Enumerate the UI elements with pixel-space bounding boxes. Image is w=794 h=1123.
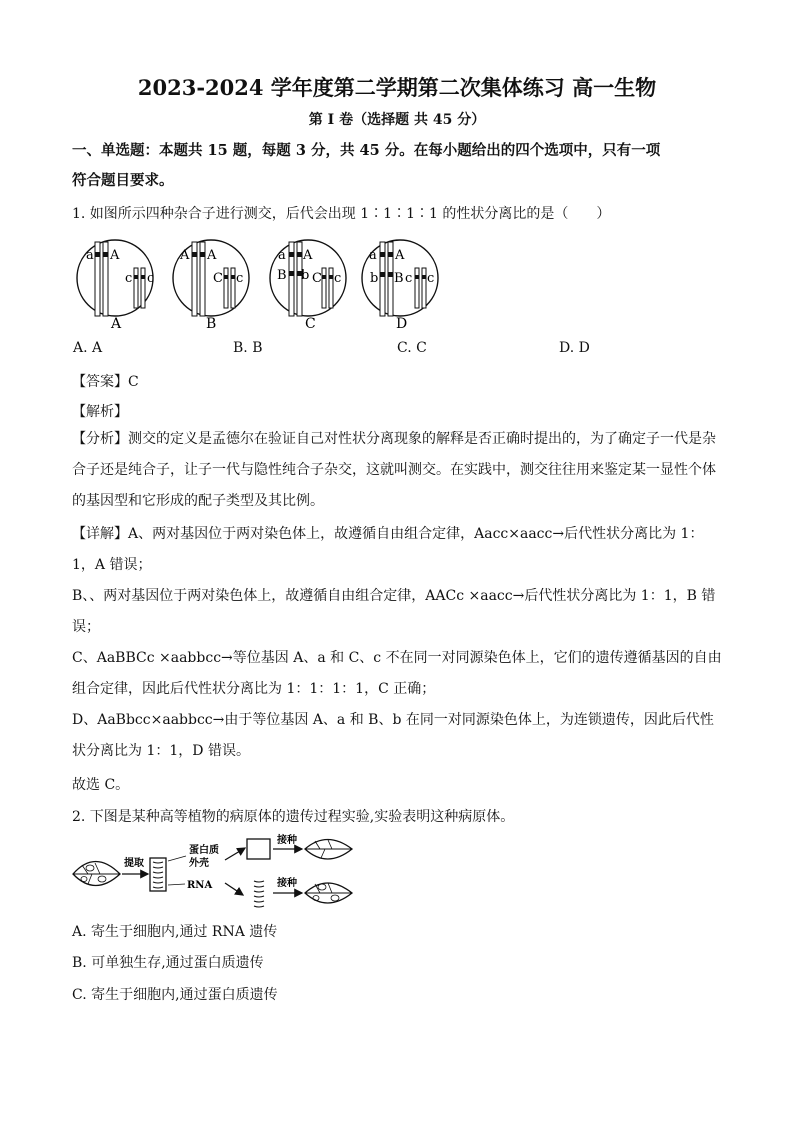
cell-a — [77, 240, 154, 316]
gene-label: B — [394, 271, 404, 286]
analysis-conclusion: 故选 C。 — [72, 777, 130, 793]
section-heading-line1: 一、单选题：本题共 15 题，每题 3 分，共 45 分。在每小题给出的四个选项中，只有一项 — [72, 142, 661, 159]
figure-label-b: B — [206, 316, 217, 332]
page-title: 2023-2024 学年度第二学期第二次集体练习 高一生物 — [137, 75, 657, 100]
question-2-stem: 2. 下图是某种高等植物的病原体的遗传过程实验,实验表明这种病原体。 — [72, 809, 515, 825]
leaf-healthy-icon — [305, 840, 352, 860]
xiangjie-text-a: A、两对基因位于两对染色体上，故遵循自由组合定律，Aacc×aacc→后代性状分离比为 1：1，A 错误； — [72, 526, 704, 573]
analysis-fenxi — [72, 424, 722, 517]
extract-label: 提取 — [124, 858, 144, 869]
gene-label: a — [278, 248, 286, 263]
figure-label-a: A — [111, 316, 122, 332]
section-subtitle: 第 I 卷（选择题 共 45 分） — [308, 112, 486, 128]
question-1-option-b[interactable]: B. B — [233, 340, 263, 356]
section-heading-line2: 符合题目要求。 — [72, 172, 174, 189]
answer-label: 【答案】 — [72, 374, 128, 390]
cell-b — [173, 240, 249, 316]
gene-label: c — [405, 271, 413, 286]
question-2-option-a[interactable]: A. 寄生于细胞内,通过 RNA 遗传 — [72, 924, 278, 940]
figure-label-c: C — [305, 316, 316, 332]
analysis-xiangjie-a — [72, 519, 722, 581]
gene-label: A — [207, 248, 217, 263]
gene-label: b — [370, 271, 379, 286]
gene-label: c — [125, 271, 133, 286]
leaf-infected-icon — [73, 862, 120, 886]
gene-label: c — [147, 271, 155, 286]
question-1-option-c[interactable]: C. C — [397, 340, 427, 356]
protein-shell-box — [247, 839, 270, 859]
gene-label: A — [110, 248, 120, 263]
question-1-option-a[interactable]: A. A — [73, 340, 103, 356]
analysis-xiangjie-b: B、、两对基因位于两对染色体上，故遵循自由组合定律，AACc ×aacc→后代性状分离比为 1：1，B 错误； — [72, 588, 716, 635]
question-1-figure — [72, 228, 452, 338]
inoculate-label-2: 接种 — [277, 878, 297, 889]
answer-value: C — [128, 374, 139, 390]
question-1-stem: 1. 如图所示四种杂合子进行测交，后代会出现 1∶1∶1∶1 的性状分离比的是（ ） — [72, 206, 611, 222]
gene-label: A — [395, 248, 405, 263]
gene-label: C — [312, 271, 322, 286]
cell-c — [270, 240, 346, 316]
gene-label: b — [301, 268, 310, 283]
fenxi-label: 【分析】 — [72, 431, 128, 447]
answer-line — [72, 371, 139, 391]
rna-coil-icon — [254, 881, 264, 907]
gene-label: c — [427, 271, 435, 286]
analysis-xiangjie-c: C、AaBBCc ×aabbcc→等位基因 A、a 和 C、c 不在同一对同源染色体上，它们的遗传遵循基因的自由组合定律，因此后代性状分离比为 1：1：1：1，C 正确； — [72, 650, 722, 697]
inoculate-label-1: 接种 — [277, 835, 297, 846]
virus-particle-icon — [150, 858, 166, 891]
question-1-option-d[interactable]: D. D — [559, 340, 590, 356]
gene-label: B — [277, 268, 287, 283]
gene-label: a — [86, 248, 94, 263]
gene-label: A — [180, 248, 190, 263]
gene-label: A — [303, 248, 313, 263]
protein-label: 蛋白质 — [189, 845, 219, 856]
question-2-option-b[interactable]: B. 可单独生存,通过蛋白质遗传 — [72, 955, 264, 971]
gene-label: C — [213, 271, 223, 286]
gene-label: c — [334, 271, 342, 286]
rna-label: RNA — [187, 880, 213, 891]
analysis-xiangjie-d: D、AaBbcc×aabbcc→由于等位基因 A、a 和 B、b 在同一对同源染色体上，为连锁遗传，因此后代性状分离比为 1：1，D 错误。 — [72, 712, 714, 759]
figure-label-d: D — [396, 316, 408, 332]
leaf-infected-result-icon — [305, 883, 352, 903]
shell-label: 外壳 — [189, 858, 209, 869]
xiangjie-label: 【详解】 — [72, 526, 128, 542]
gene-label: c — [236, 271, 244, 286]
gene-label: a — [369, 248, 377, 263]
question-2-figure — [70, 833, 370, 913]
analysis-label: 【解析】 — [72, 404, 128, 420]
question-2-option-c[interactable]: C. 寄生于细胞内,通过蛋白质遗传 — [72, 987, 278, 1003]
fenxi-text: 测交的定义是孟德尔在验证自己对性状分离现象的解释是否正确时提出的，为了确定子一代是杂合子还是纯合子，让子一代与隐性纯合子杂交，这就叫测交。在实践中，测交往往用来鉴定某一显性个体的基因型和它形成的配子类型及其比例。 — [72, 431, 716, 509]
cell-d — [362, 240, 438, 316]
